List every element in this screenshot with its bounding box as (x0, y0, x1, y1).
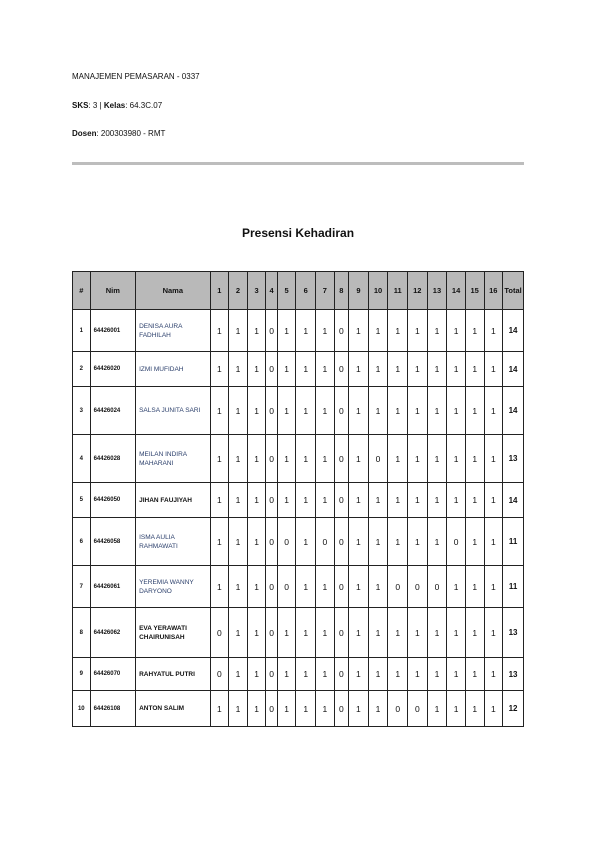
table-row (73, 387, 524, 435)
student-nim: 64426024 (90, 387, 136, 435)
attendance-cell: 1 (427, 310, 447, 352)
attendance-cell: 1 (484, 566, 503, 608)
student-name: DENISA AURA FADHILAH (136, 310, 210, 352)
attendance-total: 14 (503, 352, 524, 387)
attendance-cell: 1 (427, 387, 447, 435)
attendance-cell: 1 (316, 566, 335, 608)
column-header: 16 (484, 272, 503, 310)
attendance-cell: 1 (210, 483, 229, 518)
attendance-cell: 1 (388, 483, 408, 518)
attendance-cell: 0 (334, 566, 348, 608)
column-header: 8 (334, 272, 348, 310)
row-number: 5 (73, 483, 91, 518)
attendance-cell: 0 (266, 435, 277, 483)
kelas-label: Kelas (103, 101, 126, 110)
attendance-cell: 0 (210, 658, 229, 691)
student-nim: 64426020 (90, 352, 136, 387)
attendance-cell: 1 (229, 518, 248, 566)
attendance-cell: 0 (388, 691, 408, 727)
sks-kelas-line (72, 101, 162, 110)
attendance-cell: 1 (408, 483, 428, 518)
attendance-cell: 1 (316, 483, 335, 518)
attendance-cell: 0 (210, 608, 229, 658)
attendance-cell: 1 (296, 608, 316, 658)
attendance-total: 13 (503, 608, 524, 658)
row-number: 1 (73, 310, 91, 352)
attendance-cell: 1 (388, 387, 408, 435)
attendance-cell: 1 (210, 387, 229, 435)
attendance-cell: 0 (266, 387, 277, 435)
attendance-cell: 1 (247, 310, 266, 352)
attendance-cell: 1 (484, 608, 503, 658)
attendance-cell: 1 (277, 352, 296, 387)
attendance-cell: 1 (247, 518, 266, 566)
attendance-cell: 0 (334, 310, 348, 352)
attendance-cell: 0 (266, 518, 277, 566)
attendance-cell: 1 (484, 310, 503, 352)
attendance-cell: 0 (266, 658, 277, 691)
attendance-cell: 1 (368, 483, 388, 518)
attendance-cell: 0 (334, 691, 348, 727)
attendance-cell: 1 (296, 518, 316, 566)
attendance-cell: 0 (266, 310, 277, 352)
attendance-cell: 1 (388, 352, 408, 387)
attendance-cell: 1 (465, 352, 484, 387)
attendance-cell: 1 (484, 518, 503, 566)
attendance-cell: 1 (296, 435, 316, 483)
column-header: 9 (349, 272, 369, 310)
attendance-cell: 1 (277, 658, 296, 691)
attendance-cell: 1 (349, 352, 369, 387)
attendance-cell: 0 (427, 566, 447, 608)
attendance-cell: 0 (334, 387, 348, 435)
attendance-cell: 1 (229, 310, 248, 352)
attendance-cell: 1 (296, 387, 316, 435)
course-title: MANAJEMEN PEMASARAN - 0337 (72, 72, 200, 81)
attendance-cell: 1 (316, 435, 335, 483)
column-header: 12 (408, 272, 428, 310)
attendance-cell: 0 (334, 608, 348, 658)
attendance-cell: 0 (334, 658, 348, 691)
attendance-cell: 1 (447, 483, 466, 518)
attendance-cell: 1 (368, 566, 388, 608)
attendance-cell: 1 (277, 691, 296, 727)
attendance-cell: 1 (247, 352, 266, 387)
attendance-cell: 0 (266, 352, 277, 387)
attendance-cell: 1 (408, 518, 428, 566)
attendance-cell: 1 (368, 658, 388, 691)
column-header: # (73, 272, 91, 310)
student-nim: 64426028 (90, 435, 136, 483)
attendance-cell: 0 (408, 566, 428, 608)
student-name: ISMA AULIA RAHMAWATI (136, 518, 210, 566)
attendance-cell: 1 (210, 566, 229, 608)
attendance-cell: 1 (368, 608, 388, 658)
attendance-cell: 1 (368, 352, 388, 387)
table-row (73, 691, 524, 727)
attendance-cell: 1 (316, 387, 335, 435)
row-number: 6 (73, 518, 91, 566)
student-name: SALSA JUNITA SARI (136, 387, 210, 435)
attendance-cell: 1 (427, 658, 447, 691)
attendance-cell: 1 (484, 387, 503, 435)
attendance-total: 13 (503, 658, 524, 691)
row-number: 4 (73, 435, 91, 483)
attendance-cell: 1 (368, 691, 388, 727)
attendance-cell: 0 (277, 518, 296, 566)
attendance-cell: 1 (277, 387, 296, 435)
attendance-cell: 1 (229, 483, 248, 518)
table-row (73, 483, 524, 518)
attendance-cell: 1 (465, 387, 484, 435)
column-header: Nama (136, 272, 210, 310)
attendance-cell: 1 (349, 608, 369, 658)
attendance-cell: 1 (484, 483, 503, 518)
table-row (73, 518, 524, 566)
attendance-cell: 1 (447, 387, 466, 435)
table-row (73, 566, 524, 608)
attendance-cell: 1 (465, 518, 484, 566)
student-nim: 64426108 (90, 691, 136, 727)
attendance-cell: 1 (427, 518, 447, 566)
column-header: Nim (90, 272, 136, 310)
student-name: IZMI MUFIDAH (136, 352, 210, 387)
attendance-cell: 1 (296, 658, 316, 691)
attendance-cell: 1 (408, 608, 428, 658)
student-nim: 64426070 (90, 658, 136, 691)
attendance-cell: 1 (465, 435, 484, 483)
attendance-cell: 1 (316, 352, 335, 387)
row-number: 8 (73, 608, 91, 658)
attendance-cell: 1 (277, 310, 296, 352)
attendance-total: 12 (503, 691, 524, 727)
column-header: 10 (368, 272, 388, 310)
attendance-cell: 1 (427, 435, 447, 483)
attendance-cell: 1 (427, 608, 447, 658)
student-nim: 64426050 (90, 483, 136, 518)
attendance-cell: 1 (447, 435, 466, 483)
attendance-cell: 1 (296, 691, 316, 727)
attendance-total: 11 (503, 566, 524, 608)
attendance-cell: 1 (465, 691, 484, 727)
attendance-cell: 0 (277, 566, 296, 608)
attendance-cell: 0 (334, 518, 348, 566)
attendance-cell: 1 (427, 352, 447, 387)
attendance-cell: 1 (408, 658, 428, 691)
attendance-cell: 1 (247, 387, 266, 435)
column-header: 5 (277, 272, 296, 310)
attendance-cell: 1 (316, 658, 335, 691)
attendance-cell: 1 (316, 691, 335, 727)
attendance-table (72, 271, 524, 727)
attendance-cell: 1 (277, 608, 296, 658)
student-nim: 64426001 (90, 310, 136, 352)
attendance-cell: 1 (484, 435, 503, 483)
attendance-cell: 0 (334, 435, 348, 483)
row-number: 9 (73, 658, 91, 691)
row-number: 10 (73, 691, 91, 727)
attendance-cell: 1 (368, 387, 388, 435)
attendance-cell: 1 (210, 310, 229, 352)
attendance-cell: 1 (427, 691, 447, 727)
attendance-cell: 0 (334, 352, 348, 387)
sks-label: SKS (72, 101, 89, 110)
student-name: YEREMIA WANNY DARYONO (136, 566, 210, 608)
attendance-cell: 1 (447, 608, 466, 658)
attendance-cell: 0 (266, 566, 277, 608)
attendance-cell: 1 (388, 435, 408, 483)
student-name: JIHAN FAUJIYAH (136, 483, 210, 518)
attendance-cell: 1 (465, 608, 484, 658)
table-row (73, 352, 524, 387)
attendance-cell: 1 (465, 566, 484, 608)
attendance-cell: 1 (316, 608, 335, 658)
attendance-cell: 1 (388, 658, 408, 691)
attendance-cell: 1 (229, 608, 248, 658)
column-header: 14 (447, 272, 466, 310)
attendance-cell: 1 (408, 310, 428, 352)
student-name: MEILAN INDIRA MAHARANI (136, 435, 210, 483)
attendance-cell: 1 (349, 691, 369, 727)
attendance-cell: 1 (408, 435, 428, 483)
header-divider (72, 162, 524, 165)
attendance-cell: 0 (408, 691, 428, 727)
attendance-cell: 0 (447, 518, 466, 566)
attendance-cell: 1 (484, 352, 503, 387)
attendance-cell: 1 (484, 691, 503, 727)
attendance-cell: 1 (229, 387, 248, 435)
attendance-cell: 1 (210, 518, 229, 566)
attendance-cell: 1 (277, 435, 296, 483)
attendance-cell: 1 (210, 435, 229, 483)
attendance-cell: 1 (484, 658, 503, 691)
attendance-cell: 1 (447, 566, 466, 608)
attendance-cell: 1 (349, 518, 369, 566)
column-header: 7 (316, 272, 335, 310)
attendance-cell: 1 (277, 483, 296, 518)
sks-value: : 3 | (88, 101, 104, 110)
attendance-cell: 1 (210, 352, 229, 387)
attendance-cell: 1 (447, 310, 466, 352)
attendance-cell: 1 (349, 310, 369, 352)
student-nim: 64426058 (90, 518, 136, 566)
kelas-value: : 64.3C.07 (125, 101, 163, 110)
attendance-cell: 1 (368, 310, 388, 352)
attendance-cell: 1 (296, 352, 316, 387)
attendance-cell: 1 (296, 566, 316, 608)
attendance-cell: 1 (349, 483, 369, 518)
table-body (73, 310, 524, 727)
table-header-row (73, 272, 524, 310)
attendance-cell: 1 (349, 435, 369, 483)
student-name: ANTON SALIM (136, 691, 210, 727)
student-name: RAHYATUL PUTRI (136, 658, 210, 691)
attendance-cell: 1 (408, 352, 428, 387)
column-header: 1 (210, 272, 229, 310)
attendance-cell: 1 (388, 518, 408, 566)
attendance-cell: 0 (334, 483, 348, 518)
attendance-cell: 1 (247, 608, 266, 658)
attendance-total: 13 (503, 435, 524, 483)
row-number: 3 (73, 387, 91, 435)
attendance-cell: 1 (316, 310, 335, 352)
column-header: 2 (229, 272, 248, 310)
student-nim: 64426061 (90, 566, 136, 608)
dosen-value: : 200303980 - RMT (96, 129, 166, 138)
attendance-cell: 1 (247, 691, 266, 727)
attendance-cell: 0 (368, 435, 388, 483)
attendance-cell: 1 (247, 435, 266, 483)
attendance-cell: 1 (368, 518, 388, 566)
page-title: Presensi Kehadiran (241, 226, 355, 240)
attendance-cell: 0 (316, 518, 335, 566)
column-header: Total (503, 272, 524, 310)
column-header: 3 (247, 272, 266, 310)
column-header: 4 (266, 272, 277, 310)
column-header: 11 (388, 272, 408, 310)
attendance-total: 14 (503, 387, 524, 435)
attendance-cell: 0 (266, 608, 277, 658)
student-name: EVA YERAWATI CHAIRUNISAH (136, 608, 210, 658)
attendance-cell: 1 (296, 483, 316, 518)
attendance-cell: 1 (229, 566, 248, 608)
attendance-cell: 1 (229, 435, 248, 483)
attendance-cell: 1 (408, 387, 428, 435)
dosen-label: Dosen (72, 129, 97, 138)
row-number: 7 (73, 566, 91, 608)
attendance-cell: 0 (388, 566, 408, 608)
attendance-cell: 1 (427, 483, 447, 518)
attendance-cell: 0 (266, 483, 277, 518)
attendance-cell: 1 (229, 352, 248, 387)
dosen-line (72, 129, 165, 138)
table-row (73, 310, 524, 352)
attendance-cell: 1 (247, 483, 266, 518)
attendance-cell: 1 (465, 658, 484, 691)
attendance-cell: 1 (465, 310, 484, 352)
attendance-cell: 1 (247, 658, 266, 691)
attendance-cell: 1 (465, 483, 484, 518)
attendance-cell: 1 (210, 691, 229, 727)
attendance-cell: 1 (296, 310, 316, 352)
student-nim: 64426062 (90, 608, 136, 658)
column-header: 13 (427, 272, 447, 310)
attendance-cell: 1 (229, 658, 248, 691)
column-header: 15 (465, 272, 484, 310)
attendance-cell: 1 (388, 608, 408, 658)
attendance-cell: 1 (447, 691, 466, 727)
column-header: 6 (296, 272, 316, 310)
attendance-cell: 1 (388, 310, 408, 352)
table-row (73, 435, 524, 483)
attendance-total: 11 (503, 518, 524, 566)
attendance-cell: 1 (247, 566, 266, 608)
attendance-cell: 1 (229, 691, 248, 727)
attendance-total: 14 (503, 483, 524, 518)
attendance-cell: 1 (349, 566, 369, 608)
row-number: 2 (73, 352, 91, 387)
table-row (73, 608, 524, 658)
attendance-cell: 1 (349, 658, 369, 691)
attendance-cell: 1 (447, 352, 466, 387)
attendance-cell: 0 (266, 691, 277, 727)
attendance-cell: 1 (447, 658, 466, 691)
attendance-total: 14 (503, 310, 524, 352)
table-row (73, 658, 524, 691)
attendance-cell: 1 (349, 387, 369, 435)
